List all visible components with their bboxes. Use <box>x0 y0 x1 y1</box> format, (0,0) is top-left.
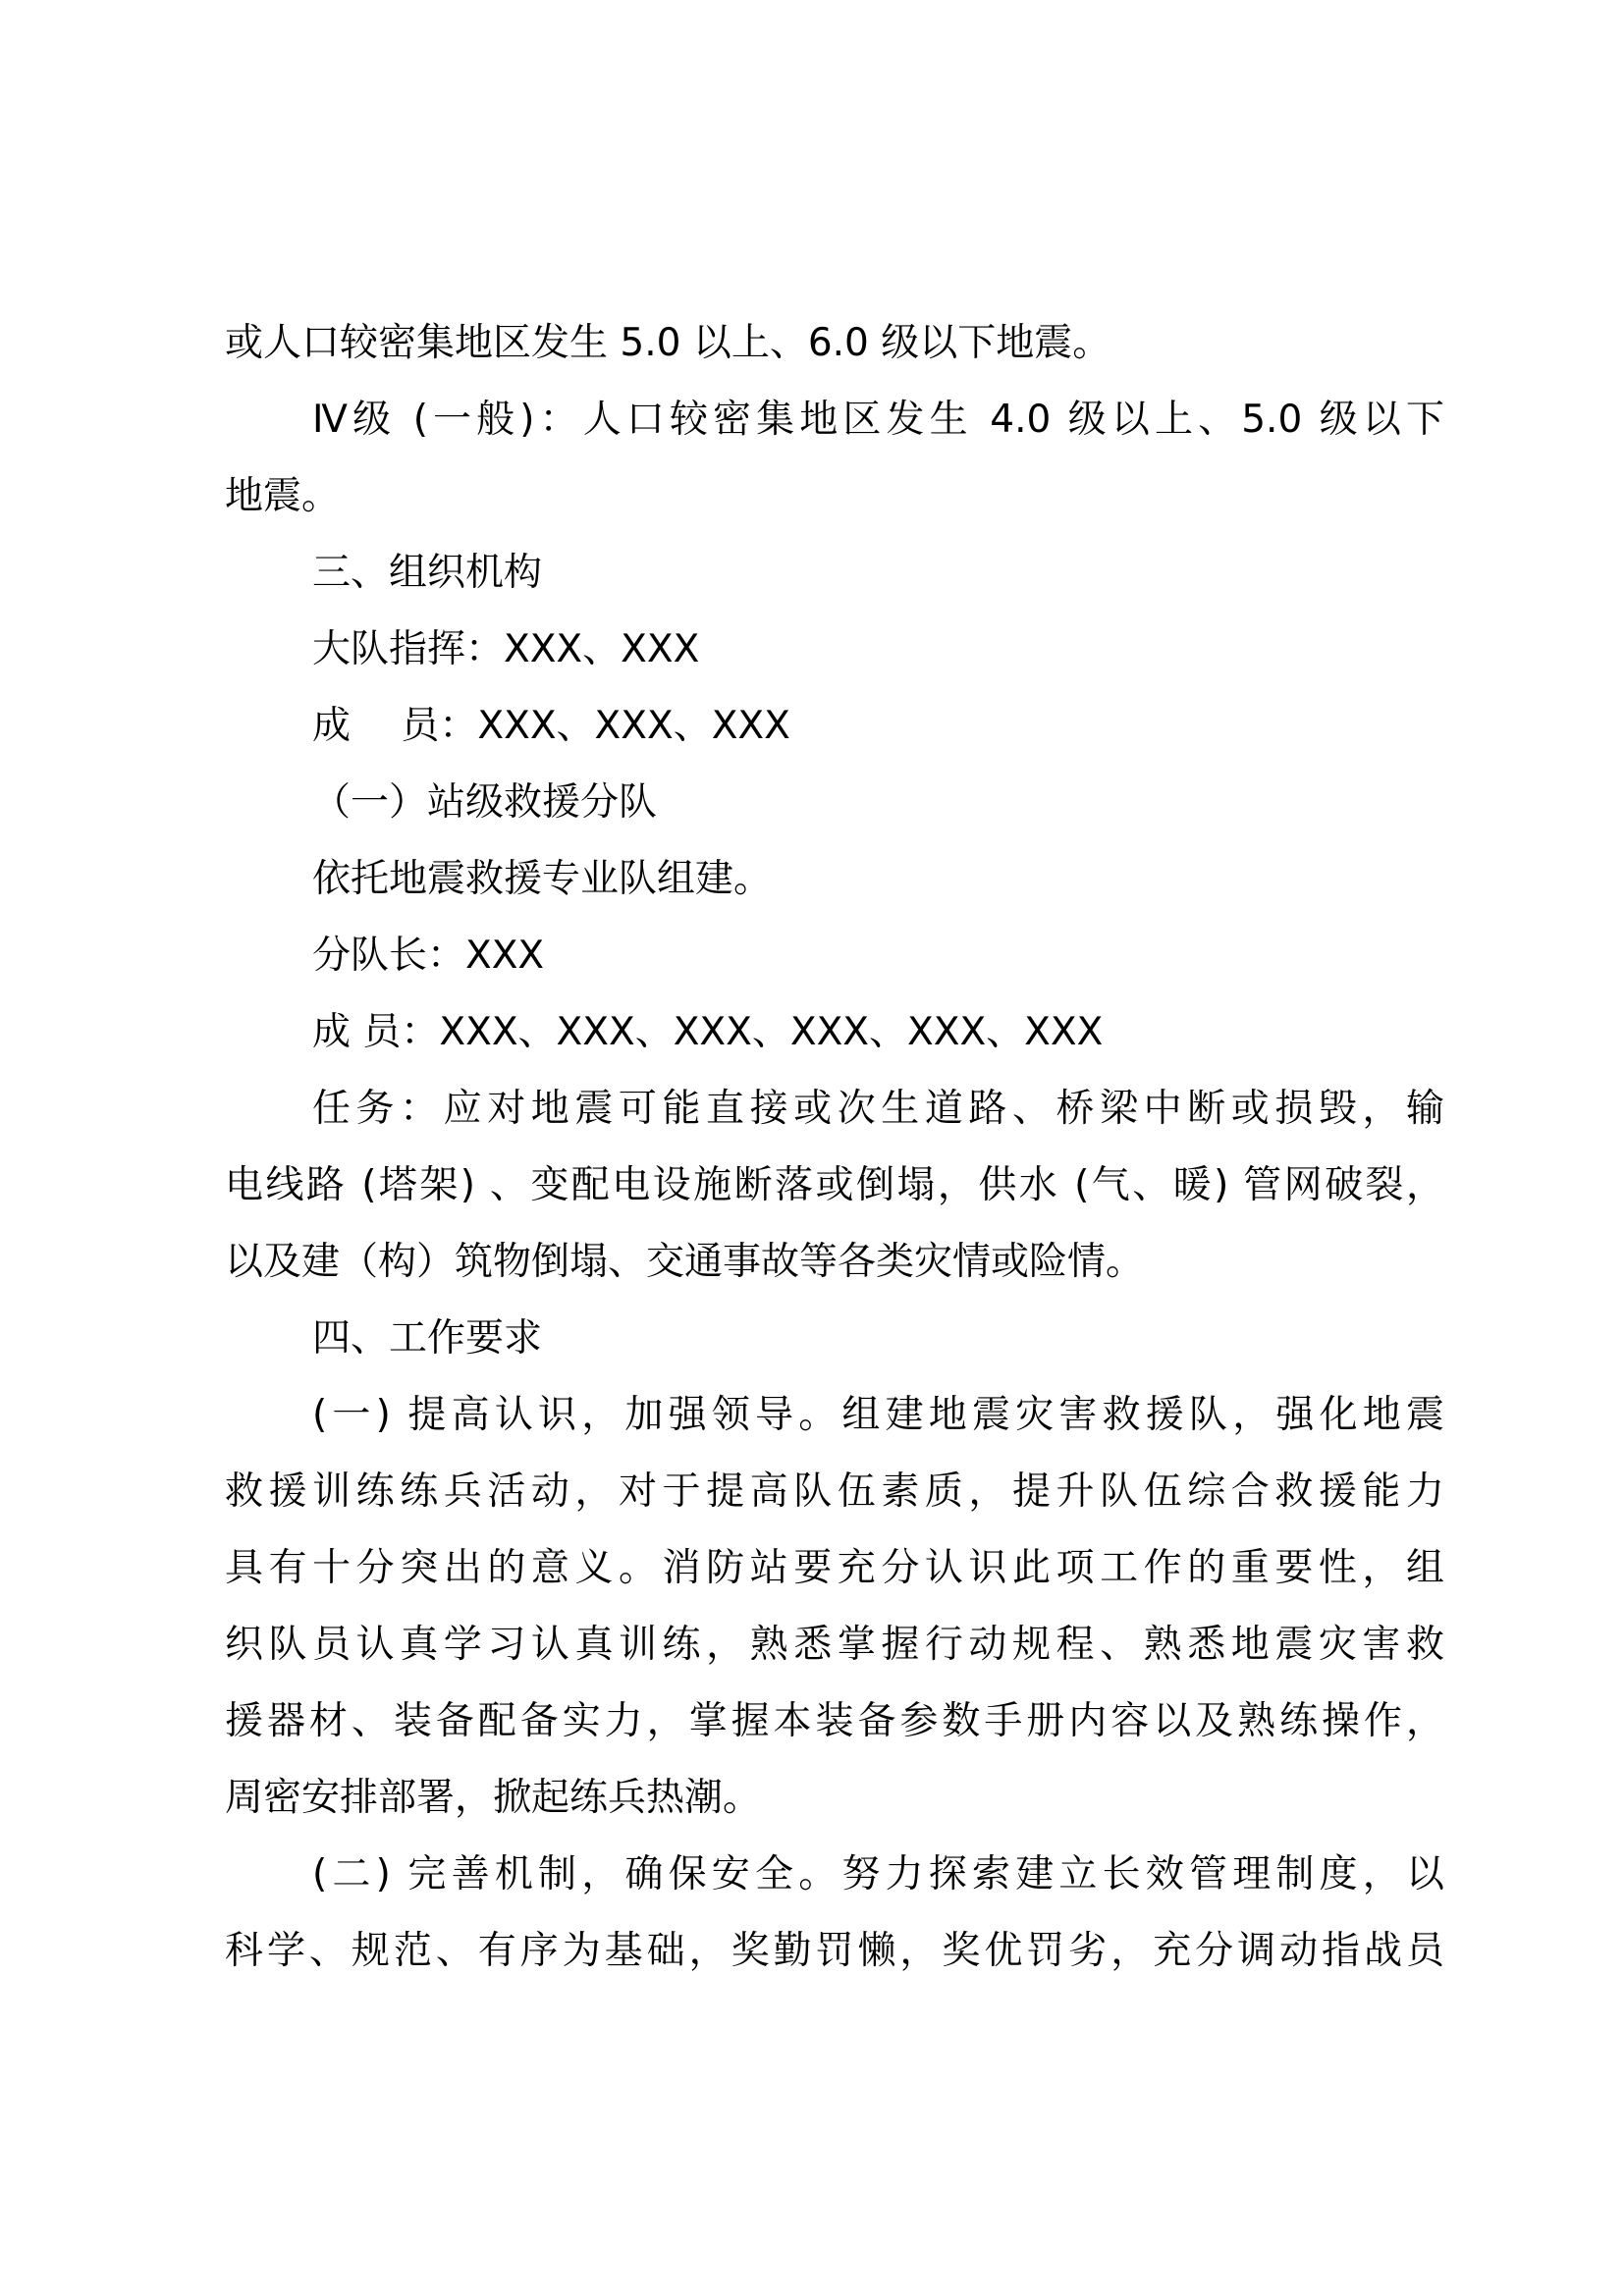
requirement-1-paragraph-line: 织队员认真学习认真训练，熟悉掌握行动规程、熟悉地震灾害救 <box>225 1623 1444 1667</box>
team-members-line: 成 员：XXX、XXX、XXX、XXX、XXX、XXX <box>312 1010 1104 1054</box>
body-text-line: 依托地震救援专业队组建。 <box>312 857 773 901</box>
requirement-1-paragraph-line: 援器材、装备配备实力，掌握本装备参数手册内容以及熟练操作， <box>225 1699 1444 1743</box>
task-paragraph-line: 电线路 (塔架) 、变配电设施断落或倒塌，供水 (气、暖) 管网破裂， <box>225 1163 1444 1207</box>
body-text-line: 或人口较密集地区发生 5.0 以上、6.0 级以下地震。 <box>225 321 1111 365</box>
requirement-1-paragraph-line: 周密安排部署，掀起练兵热潮。 <box>225 1776 762 1820</box>
body-text-line: 地震。 <box>225 474 341 518</box>
requirement-2-paragraph-line: (二) 完善机制，确保安全。努力探索建立长效管理制度，以 <box>312 1852 1444 1896</box>
subsection-heading-station-team: （一）站级救援分队 <box>312 780 658 825</box>
task-paragraph-line: 以及建（构）筑物倒塌、交通事故等各类灾情或险情。 <box>225 1240 1145 1284</box>
brigade-members-line: 成 员：XXX、XXX、XXX <box>312 704 790 748</box>
requirement-1-paragraph-line: 具有十分突出的意义。消防站要充分认识此项工作的重要性，组 <box>225 1546 1444 1590</box>
requirement-1-paragraph-line: (一) 提高认识，加强领导。组建地震灾害救援队，强化地震 <box>312 1393 1444 1437</box>
section-heading-requirements: 四、工作要求 <box>312 1316 543 1361</box>
team-leader-line: 分队长：XXX <box>312 934 545 978</box>
task-paragraph-line: 任务：应对地震可能直接或次生道路、桥梁中断或损毁，输 <box>312 1087 1444 1131</box>
level-iv-definition: Ⅳ级 (一般)：人口较密集地区发生 4.0 级以上、5.0 级以下 <box>312 398 1444 442</box>
requirement-1-paragraph-line: 救援训练练兵活动，对于提高队伍素质，提升队伍综合救援能力 <box>225 1469 1444 1514</box>
section-heading-organization: 三、组织机构 <box>312 551 543 595</box>
brigade-commander-line: 大队指挥：XXX、XXX <box>312 627 700 671</box>
requirement-2-paragraph-line: 科学、规范、有序为基础，奖勤罚懒，奖优罚劣，充分调动指战员 <box>225 1929 1444 1973</box>
